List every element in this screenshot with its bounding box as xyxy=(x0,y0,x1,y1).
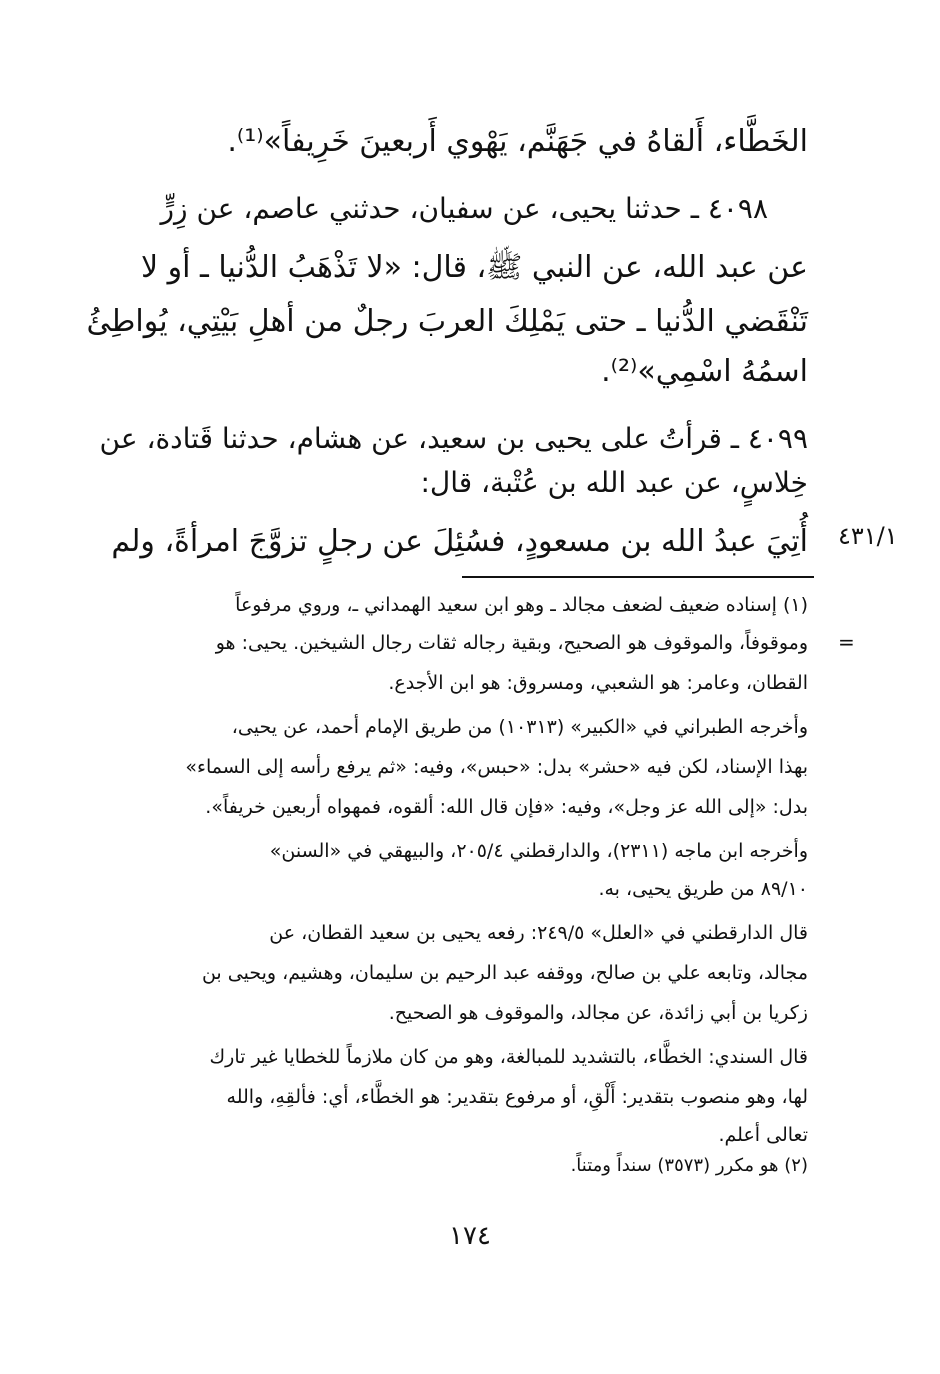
footnote-line-9: قال الدارقطني في «العلل» ٢٤٩/٥: رفعه يحيى بن سعيد القطان، عن xyxy=(269,922,808,944)
footnote-line-11: زكريا بن أبي زائدة، عن مجالد، والموقوف هو الصحيح. xyxy=(388,1002,808,1024)
hadith-text-line-4: اسمُهُ اسْمِي»⁽²⁾. xyxy=(601,354,808,389)
footnote-line-10: مجالد، وتابعه علي بن صالح، ووقفه عبد الرحيم بن سليمان، وهشيم، ويحيى بن xyxy=(201,962,808,984)
hadith-text-line-2: عن عبد الله، عن النبي ﷺ، قال: «لا تَذْهَبُ الدُّنيا ـ أو لا xyxy=(140,250,808,285)
hadith-4099-intro: ٤٠٩٩ ـ قرأتُ على يحيى بن سعيد، عن هشام، حدثنا قَتادة، عن xyxy=(99,422,808,455)
page-number: ١٧٤ xyxy=(449,1221,491,1251)
footnote-separator xyxy=(462,576,814,578)
footnote-line-6: بدل: «إلى الله عز وجل»، وفيه: «فإن قال الله: ألقوه، فمهواه أربعين خريفاً». xyxy=(205,796,808,818)
footnote-line-15: (٢) هو مكرر (٣٥٧٣) سنداً ومتناً. xyxy=(570,1155,808,1176)
footnote-line-8: ٨٩/١٠ من طريق يحيى، به. xyxy=(598,878,808,900)
footnote-line-14: تعالى أعلم. xyxy=(718,1124,808,1146)
footnote-line-5: بهذا الإسناد، لكن فيه «حشر» بدل: «حبس»، وفيه: «ثم يرفع رأسه إلى السماء» xyxy=(185,756,808,778)
volume-page-reference: ٤٣١/١ xyxy=(838,522,898,550)
footnote-line-4: وأخرجه الطبراني في «الكبير» (١٠٣١٣) من طريق الإمام أحمد، عن يحيى، xyxy=(231,716,808,738)
hadith-text-line-3: تَنْقَضي الدُّنيا ـ حتى يَمْلِكَ العربَ رجلٌ من أهلِ بَيْتِي، يُواطِئُ xyxy=(86,304,808,339)
footnote-line-13: لها، وهو منصوب بتقدير: أَلْقِ، أو مرفوع بتقدير: هو الخطَّاء، أي: فألقِهِ، والله xyxy=(226,1086,808,1108)
hadith-text-line-5: خِلاسٍ، عن عبد الله بن عُتْبة، قال: xyxy=(420,466,808,499)
footnote-line-7: وأخرجه ابن ماجه (٢٣١١)، والدارقطني ٢٠٥/٤، والبيهقي في «السنن» xyxy=(269,840,808,862)
continuation-marker: = xyxy=(838,630,855,654)
footnote-line-3: القطان، وعامر: هو الشعبي، ومسروق: هو ابن الأجدع. xyxy=(388,672,808,694)
footnote-line-1: (١) إسناده ضعيف لضعف مجالد ـ وهو ابن سعيد الهمداني ـ، وروي مرفوعاً xyxy=(235,594,808,616)
hadith-text-line-6: أُتِيَ عبدُ الله بن مسعودٍ، فسُئِلَ عن رجلٍ تزوَّجَ امرأةً، ولم xyxy=(111,524,808,559)
hadith-4098-intro: ٤٠٩٨ ـ حدثنا يحيى، عن سفيان، حدثني عاصم، عن زِرٍّ xyxy=(160,192,768,225)
footnote-line-12: قال السندي: الخطَّاء، بالتشديد للمبالغة، وهو من كان ملازماً للخطايا غير تارك xyxy=(209,1046,808,1068)
hadith-text-line-1: الخَطَّاء، أَلقاهُ في جَهَنَّم، يَهْوي أَربعينَ خَرِيفاً»⁽¹⁾. xyxy=(227,124,808,159)
footnote-line-2: وموقوفاً، والموقوف هو الصحيح، وبقية رجاله ثقات رجال الشيخين. يحيى: هو xyxy=(215,632,808,654)
